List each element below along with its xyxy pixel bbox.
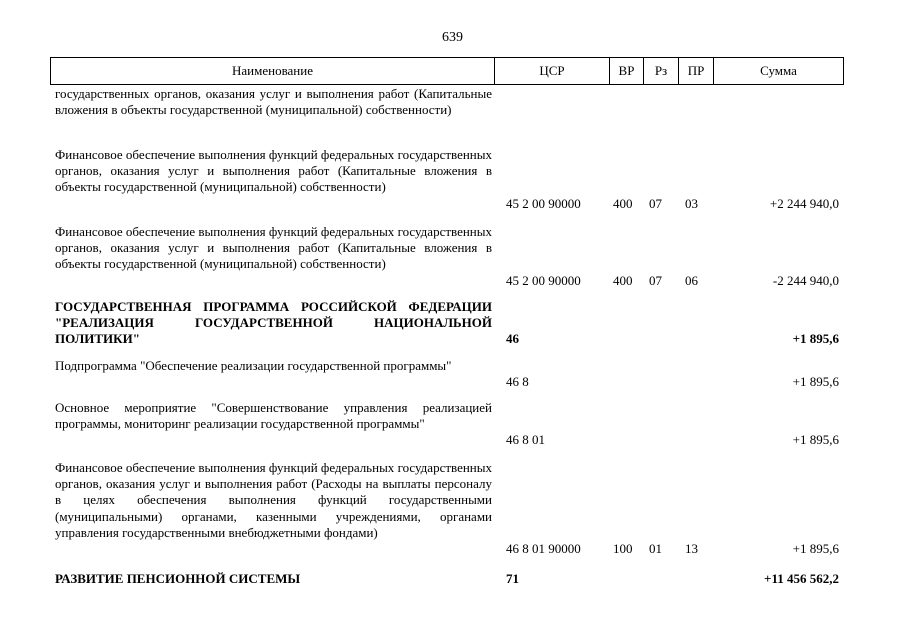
row-vr: 400 xyxy=(613,196,633,211)
table-header xyxy=(50,57,844,85)
header-name: Наименование xyxy=(232,63,313,78)
header-pr: ПР xyxy=(687,63,705,78)
row-vr: 100 xyxy=(613,541,633,556)
row-csr: 46 xyxy=(506,331,519,346)
row-rz: 07 xyxy=(649,196,662,211)
row-sum: +1 895,6 xyxy=(792,541,839,556)
row-sum: +1 895,6 xyxy=(792,432,839,447)
row-pr: 06 xyxy=(685,273,698,288)
header-rz: Рз xyxy=(654,63,668,78)
row-name: РАЗВИТИЕ ПЕНСИОННОЙ СИСТЕМЫ xyxy=(55,571,301,586)
row-csr: 45 2 00 90000 xyxy=(506,273,581,288)
row-csr: 45 2 00 90000 xyxy=(506,196,581,211)
row-rz: 01 xyxy=(649,541,662,556)
row-csr: 71 xyxy=(506,571,519,586)
row-name: ГОСУДАРСТВЕННАЯ ПРОГРАММА РОССИЙСКОЙ ФЕДЕРАЦИИ "РЕАЛИЗАЦИЯ ГОСУДАРСТВЕННОЙ НАЦИОНАЛЬНОЙ ПОЛИТИКИ" xyxy=(55,299,492,347)
row-name: Финансовое обеспечение выполнения функций федеральных государственных органов, оказания услуг и выполнения работ (Капитальные вложения в объекты государственной (муниципальной) собственности) xyxy=(55,224,492,272)
row-csr: 46 8 xyxy=(506,374,529,389)
row-csr: 46 8 01 xyxy=(506,432,545,447)
row-sum: +2 244 940,0 xyxy=(769,196,839,211)
row-sum: +1 895,6 xyxy=(792,331,839,346)
header-csr: ЦСР xyxy=(539,63,565,78)
header-vr: ВР xyxy=(618,63,635,78)
row-pr: 13 xyxy=(685,541,698,556)
row-name: Финансовое обеспечение выполнения функций федеральных государственных органов, оказания услуг и выполнения работ (Капитальные вложения в объекты государственной (муниципальной) собственности) xyxy=(55,147,492,195)
row-pr: 03 xyxy=(685,196,698,211)
row-name: Основное мероприятие "Совершенствование управления реализацией программы, мониторинг реализации государственной программы" xyxy=(55,400,492,432)
row-sum: +1 895,6 xyxy=(792,374,839,389)
row-name: Подпрограмма "Обеспечение реализации государственной программы" xyxy=(55,358,452,373)
page-number: 639 xyxy=(442,30,463,45)
header-sum: Сумма xyxy=(760,63,797,78)
row-name: Финансовое обеспечение выполнения функций федеральных государственных органов, оказания услуг и выполнения работ (Расходы на выплаты персоналу в целях обеспечения выполнения функций государственными (муниципальными) органами, казенными учреждениями, органами управления государственными внебюджетными фондами) xyxy=(55,460,492,540)
row-sum: +11 456 562,2 xyxy=(764,571,839,586)
row-csr: 46 8 01 90000 xyxy=(506,541,581,556)
row-sum: -2 244 940,0 xyxy=(772,273,839,288)
row-name: государственных органов, оказания услуг и выполнения работ (Капитальные вложения в объекты государственной (муниципальной) собственности) xyxy=(55,86,492,118)
row-rz: 07 xyxy=(649,273,662,288)
row-vr: 400 xyxy=(613,273,633,288)
